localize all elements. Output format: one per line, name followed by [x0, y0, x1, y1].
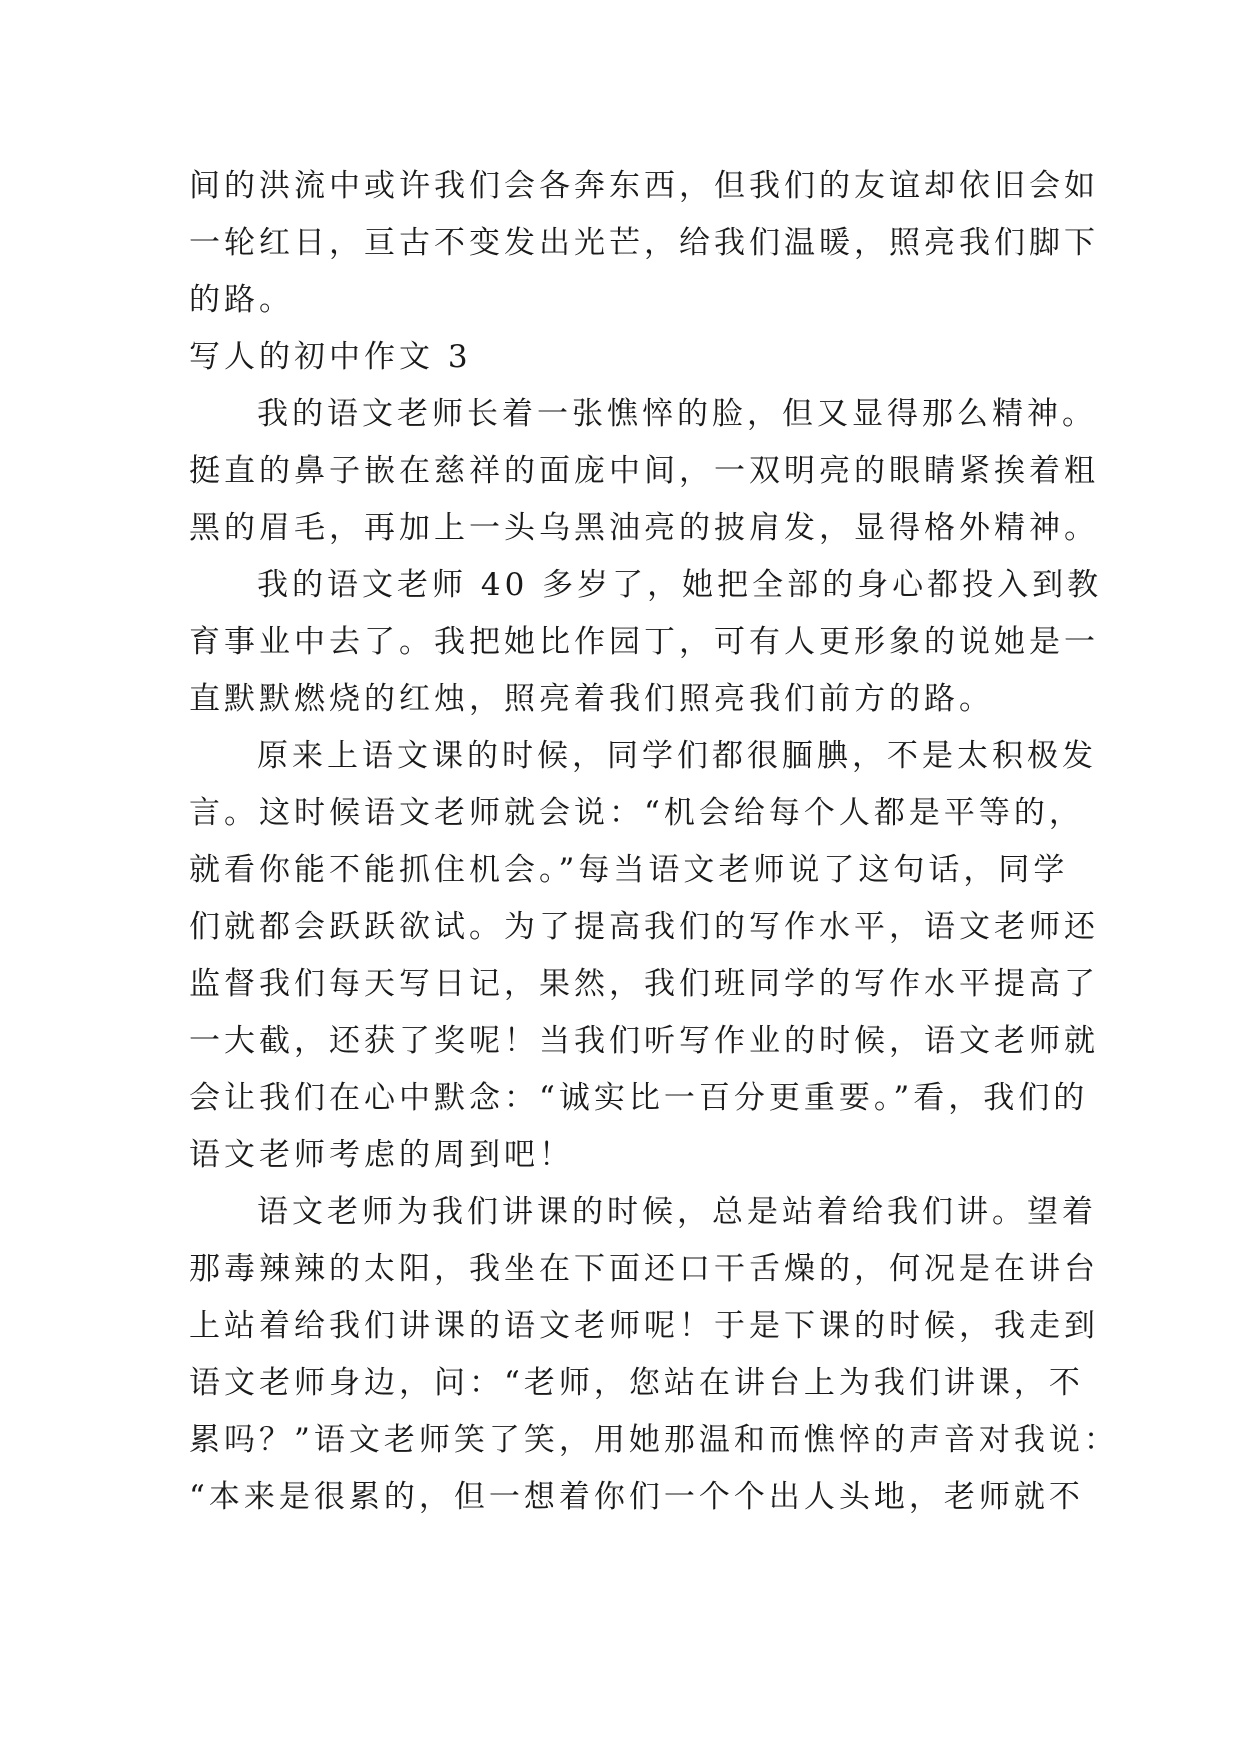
text-line: 言。这时候语文老师就会说：“机会给每个人都是平等的，: [189, 795, 1084, 831]
text-line: “本来是很累的，但一想着你们一个个出人头地，老师就不: [189, 1479, 1084, 1515]
text-line: 会让我们在心中默念：“诚实比一百分更重要。”看，我们的: [189, 1080, 1089, 1116]
text-line: 挺直的鼻子嵌在慈祥的面庞中间，一双明亮的眼睛紧挨着粗: [189, 453, 1099, 489]
text-line: 上站着给我们讲课的语文老师呢！于是下课的时候，我走到: [189, 1308, 1099, 1344]
text-line: 们就都会跃跃欲试。为了提高我们的写作水平，语文老师还: [189, 909, 1099, 945]
text-line: 一轮红日，亘古不变发出光芒，给我们温暖，照亮我们脚下: [189, 225, 1099, 261]
text-line: 累吗？”语文老师笑了笑，用她那温和而憔悴的声音对我说：: [189, 1422, 1119, 1458]
text-line: 就看你能不能抓住机会。”每当语文老师说了这句话，同学: [189, 852, 1069, 888]
text-line: 原来上语文课的时候，同学们都很腼腆，不是太积极发: [257, 738, 1097, 774]
text-line: 语文老师考虑的周到吧！: [189, 1137, 574, 1173]
text-line: 监督我们每天写日记，果然，我们班同学的写作水平提高了: [189, 966, 1099, 1002]
text-line: 一大截，还获了奖呢！当我们听写作业的时候，语文老师就: [189, 1023, 1099, 1059]
text-line: 育事业中去了。我把她比作园丁，可有人更形象的说她是一: [189, 624, 1099, 660]
text-line: 我的语文老师长着一张憔悴的脸，但又显得那么精神。: [257, 396, 1097, 432]
text-line: 那毒辣辣的太阳，我坐在下面还口干舌燥的，何况是在讲台: [189, 1251, 1099, 1287]
text-line: 间的洪流中或许我们会各奔东西，但我们的友谊却依旧会如: [189, 168, 1099, 204]
text-line: 我的语文老师 40 多岁了，她把全部的身心都投入到教: [257, 567, 1103, 603]
text-line: 语文老师为我们讲课的时候，总是站着给我们讲。望着: [257, 1194, 1097, 1230]
section-heading: 写人的初中作文 3: [189, 339, 472, 375]
text-line: 的路。: [189, 282, 294, 318]
text-line: 语文老师身边，问：“老师，您站在讲台上为我们讲课，不: [189, 1365, 1084, 1401]
text-line: 黑的眉毛，再加上一头乌黑油亮的披肩发，显得格外精神。: [189, 510, 1099, 546]
document-body: [189, 158, 1119, 1526]
text-line: 直默默燃烧的红烛，照亮着我们照亮我们前方的路。: [189, 681, 994, 717]
